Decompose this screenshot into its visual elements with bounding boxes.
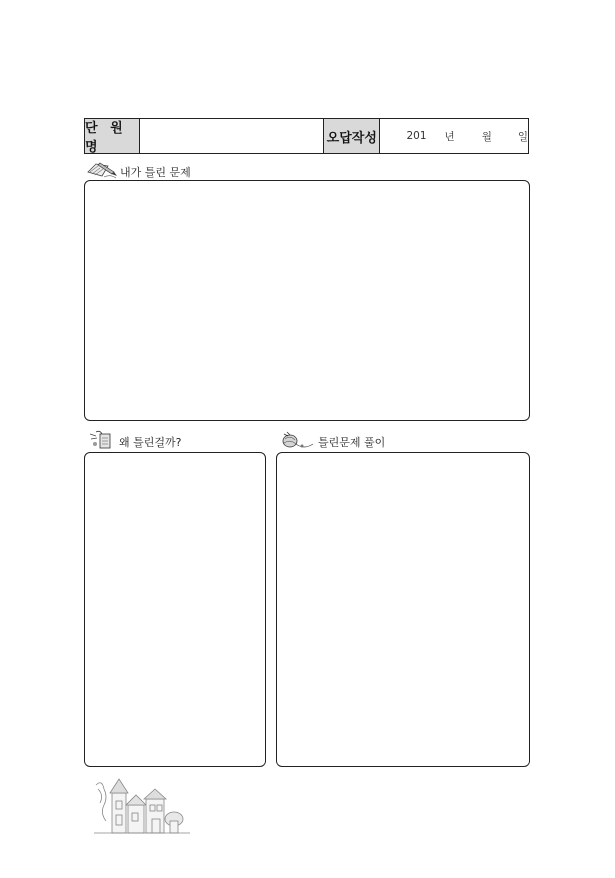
village-illustration-icon (94, 775, 190, 841)
date-month-unit: 월 (481, 130, 492, 143)
date-year: 201 (406, 130, 427, 142)
solution-section-heading (280, 430, 385, 453)
why-box[interactable] (84, 452, 266, 767)
date-written-field[interactable] (380, 119, 528, 153)
date-written-label: 오답작성 (324, 119, 380, 153)
solution-box[interactable] (276, 452, 530, 767)
header-table (84, 118, 529, 154)
yarn-ball-icon (280, 430, 316, 453)
why-section-label: 왜 틀린걸까? (119, 435, 182, 449)
unit-name-field[interactable] (140, 119, 325, 153)
problem-box[interactable] (84, 180, 530, 421)
why-section-heading (88, 430, 181, 453)
date-year-unit: 년 (444, 130, 455, 143)
solution-section-label: 틀린문제 풀이 (318, 435, 386, 449)
question-doodle-icon (88, 430, 116, 453)
date-day-unit: 일 (517, 130, 528, 143)
problem-section-label: 내가 틀린 문제 (120, 165, 191, 179)
unit-name-label: 단 원 명 (85, 119, 140, 153)
